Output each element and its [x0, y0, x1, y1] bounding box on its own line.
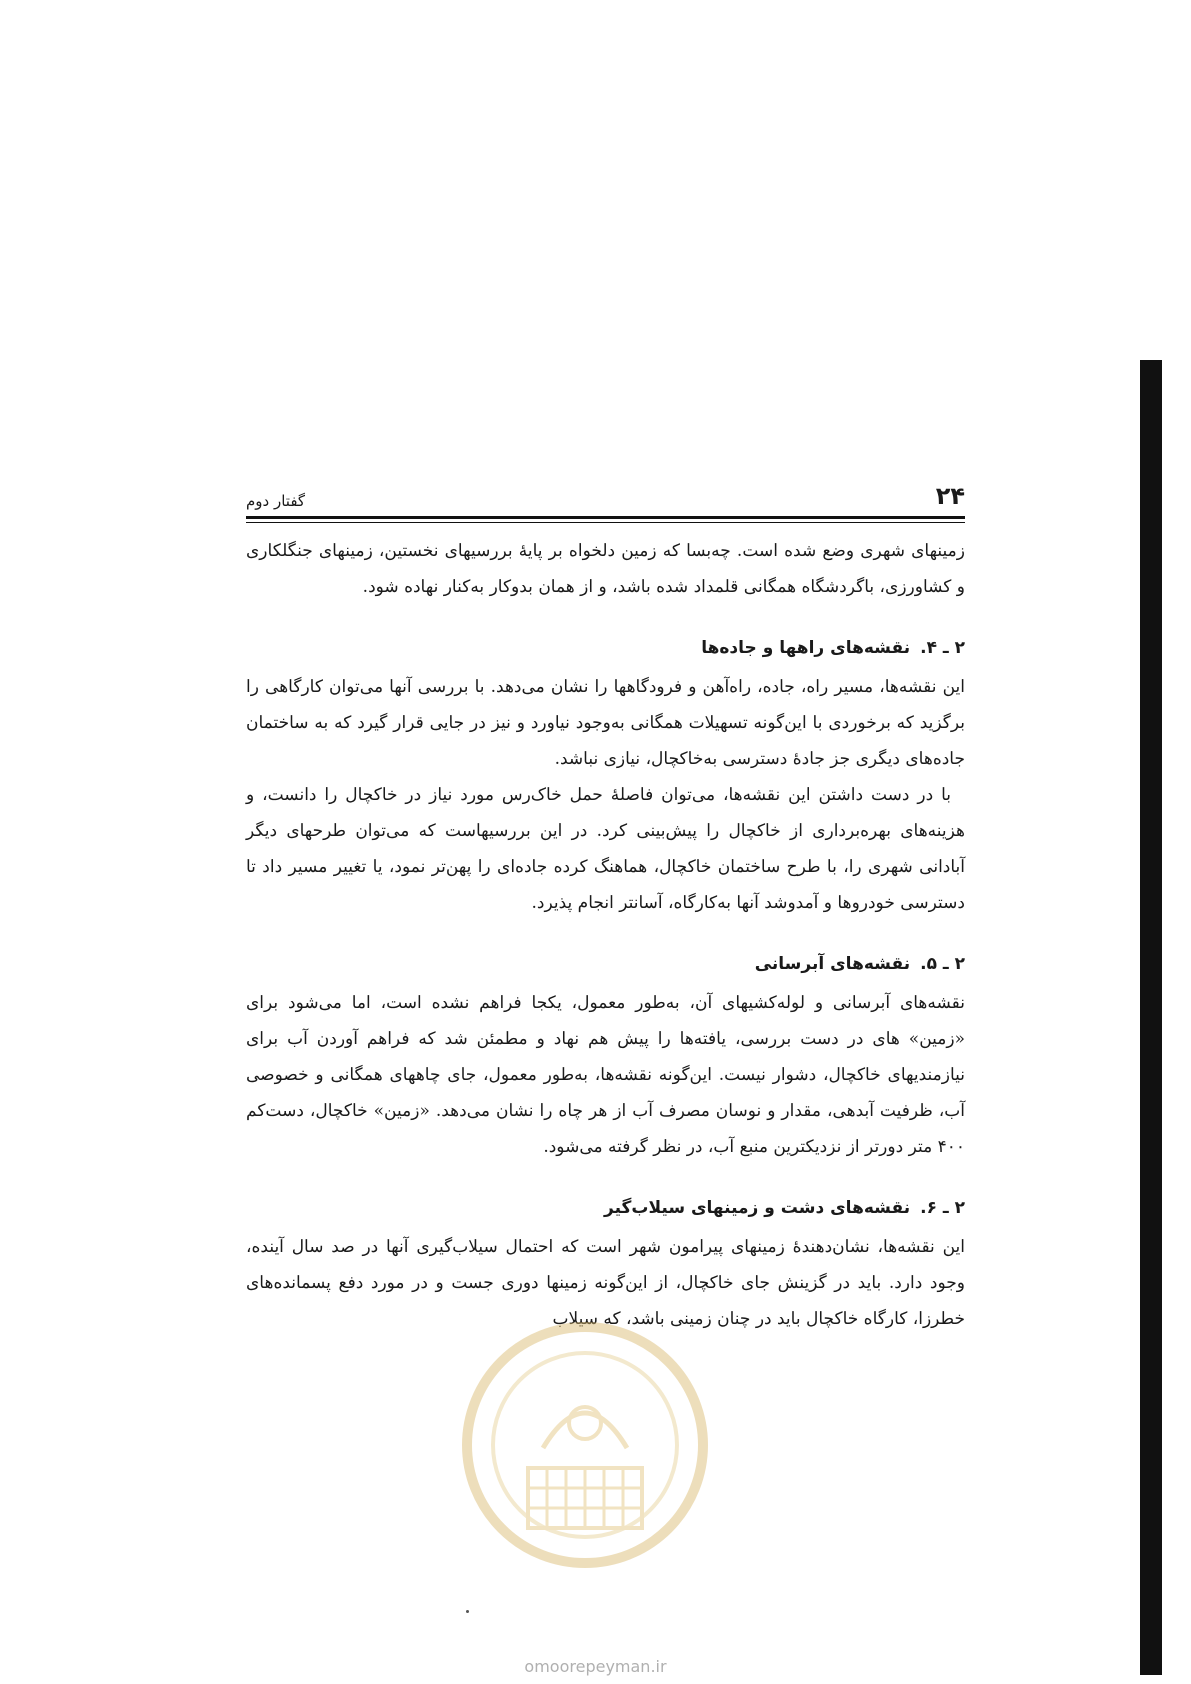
chapter-title: گفتار دوم: [246, 492, 306, 510]
page-number: ۲۴: [935, 482, 965, 510]
section-paragraph: این نقشه‌ها، نشان‌دهندهٔ زمینهای پیرامون شهر است که احتمال سیلاب‌گیری آنها در صد سال آینده، وجود دارد. باید در گزینش جای خاکچال، از این‌گونه زمینها دوری جست و در مورد دفع پسمانده‌های خطرزا، کارگاه خاکچال باید در چنان زمینی باشد، که سیلاب: [246, 1237, 965, 1329]
header-rule-thin: [246, 522, 965, 523]
section-title: نقشه‌های دشت و زمینهای سیلاب‌گیر: [604, 1198, 911, 1218]
intro-paragraph: زمینهای شهری وضع شده است. چه‌بسا که زمین دلخواه بر پایهٔ بررسیهای نخستین، زمینهای جنگلکاری و کشاورزی، باگردشگاه همگانی قلمداد شده باشد، و از همان بدوکار به‌کنار نهاده شود.: [246, 541, 965, 597]
header-rule-thick: [246, 516, 965, 519]
watermark-seal-icon: [458, 1318, 712, 1572]
section-title: نقشه‌های راهها و جاده‌ها: [701, 638, 911, 658]
scan-edge-bar: [1140, 360, 1162, 1675]
book-page: [246, 470, 965, 1337]
section-number: ۲ ـ ۴.: [920, 638, 965, 658]
section-heading: [246, 633, 965, 663]
section-paragraph: نقشه‌های آبرسانی و لوله‌کشیهای آن، به‌طور معمول، یکجا فراهم نشده است، اما می‌شود برای «زمین» های در دست بررسی، یافته‌ها را پیش هم نهاد و مطمئن شد که فراهم آوردن آب برای نیازمندیهای خاکچال، دشوار نیست. این‌گونه نقشه‌ها، به‌طور معمول، جای چاههای همگانی و خصوصی آب، ظرفیت آبدهی، مقدار و نوسان مصرف آب از هر چاه را نشان می‌دهد. «زمین» خاکچال، دست‌کم ۴۰۰ متر دورتر از نزدیکترین منبع آب، در نظر گرفته می‌شود.: [246, 993, 965, 1157]
section-number: ۲ ـ ۶.: [920, 1198, 965, 1218]
watermark-url: omoorepeyman.ir: [524, 1657, 667, 1676]
section-title: نقشه‌های آبرسانی: [754, 954, 911, 974]
section-number: ۲ ـ ۵.: [920, 954, 965, 974]
section-paragraph: این نقشه‌ها، مسیر راه، جاده، راه‌آهن و فرودگاهها را نشان می‌دهد. با بررسی آنها می‌توان کارگاهی را برگزید که برخوردی با این‌گونه تسهیلات همگانی به‌وجود نیاورد و نیز در جایی قرار گیرد که به ساختمان جاده‌های دیگری جز جادهٔ دسترسی به‌خاکچال، نیازی نباشد.: [246, 677, 965, 769]
section-paragraph: با در دست داشتن این نقشه‌ها، می‌توان فاصلهٔ حمل خاک‌رس مورد نیاز در خاکچال را دانست، و هزینه‌های بهره‌برداری از خاکچال را پیش‌بینی کرد. در این بررسیهاست که می‌توان طرحهای دیگر آبادانی شهری را، با طرح ساختمان خاکچال، هماهنگ کرده جاده‌ای را پهن‌تر نمود، یا تغییر مسیر داد تا دسترسی خودروها و آمدوشد آنها به‌کارگاه، آسانتر انجام پذیرد.: [246, 785, 965, 913]
scan-speck: [466, 1610, 469, 1613]
running-header: [246, 470, 965, 510]
section-heading: [246, 1193, 965, 1223]
section-heading: [246, 949, 965, 979]
